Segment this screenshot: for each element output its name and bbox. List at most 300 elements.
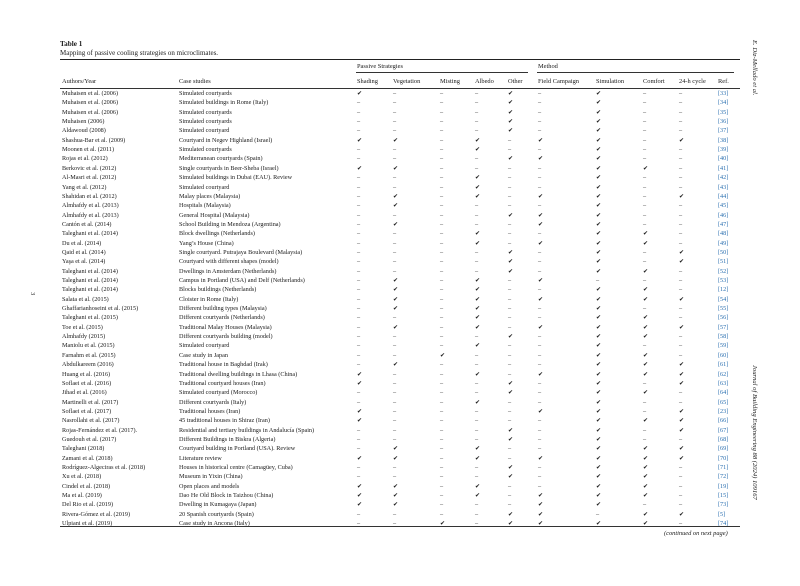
check-mark-simulation: ✔: [596, 370, 602, 378]
dash-mark-shading: –: [357, 146, 361, 154]
check-mark-simulation: ✔: [596, 127, 602, 135]
dash-mark-field-campaign: –: [538, 258, 542, 266]
case-study-cell: Blocks buildings (Netherlands): [179, 286, 257, 294]
case-study-cell: Simulated buildings in Rome (Italy): [179, 99, 269, 107]
case-study-cell: Literature review: [179, 454, 222, 462]
dash-mark-24h-cycle: –: [679, 202, 683, 210]
reference-link[interactable]: [61]: [718, 361, 729, 369]
dash-mark-comfort: –: [643, 90, 647, 97]
reference-link[interactable]: [71]: [718, 464, 729, 471]
dash-mark-field-campaign: –: [538, 164, 542, 172]
table-row: [0, 483, 800, 491]
dash-mark-24h-cycle: –: [679, 351, 683, 359]
reference-link[interactable]: [74]: [718, 520, 729, 528]
dash-mark-comfort: –: [643, 136, 647, 144]
dash-mark-albedo: –: [475, 520, 479, 528]
case-study-cell: 20 Spanish courtyards (Spain): [179, 510, 254, 518]
reference-link[interactable]: [62]: [718, 370, 729, 378]
dash-mark-field-campaign: –: [538, 482, 542, 490]
table-row: [0, 380, 800, 388]
check-mark-albedo: ✔: [475, 183, 481, 191]
dash-mark-comfort: –: [643, 248, 647, 256]
case-study-cell: Courtyard with different shapes (model): [179, 258, 279, 266]
dash-mark-comfort: –: [643, 118, 647, 126]
table-row: [0, 436, 800, 444]
check-mark-field-campaign: ✔: [538, 492, 544, 500]
dash-mark-misting: –: [440, 127, 444, 135]
check-mark-comfort: ✔: [643, 464, 649, 471]
table-row: [0, 268, 800, 276]
case-study-cell: 45 traditional houses in Shiraz (Iran): [179, 417, 270, 425]
check-mark-other: ✔: [508, 267, 514, 275]
column-header-authors-year: Authors/Year: [62, 78, 97, 85]
dash-mark-albedo: –: [475, 417, 479, 425]
reference-link[interactable]: [70]: [718, 454, 729, 462]
dash-mark-misting: –: [440, 370, 444, 378]
check-mark-other: ✔: [508, 464, 514, 471]
check-mark-other: ✔: [508, 473, 514, 481]
author-year-cell: Jihad et al. (2016): [62, 389, 107, 397]
check-mark-simulation: ✔: [596, 230, 602, 238]
dash-mark-albedo: –: [475, 127, 479, 135]
dash-mark-misting: –: [440, 342, 444, 350]
dash-mark-24h-cycle: –: [679, 277, 683, 284]
case-study-cell: Different building types (Malaysia): [179, 305, 267, 313]
check-mark-shading: ✔: [357, 90, 363, 97]
dash-mark-misting: –: [440, 407, 444, 415]
reference-link[interactable]: [38]: [718, 136, 729, 144]
author-year-cell: Soflaei et al. (2017): [62, 407, 112, 415]
reference-link[interactable]: [65]: [718, 398, 729, 406]
table-row: [0, 137, 800, 145]
dash-mark-misting: –: [440, 379, 444, 387]
case-study-cell: Traditional Malay Houses (Malaysia): [179, 323, 272, 331]
check-mark-comfort: ✔: [643, 351, 649, 359]
reference-link[interactable]: [58]: [718, 333, 729, 341]
table-row: [0, 249, 800, 257]
dash-mark-shading: –: [357, 202, 361, 210]
author-year-cell: Taleghani et al. (2015): [62, 314, 118, 322]
check-mark-vegetation: ✔: [393, 361, 399, 369]
dash-mark-other: –: [508, 492, 512, 500]
dash-mark-shading: –: [357, 361, 361, 369]
dash-mark-24h-cycle: –: [679, 501, 683, 509]
check-mark-simulation: ✔: [596, 398, 602, 406]
author-year-cell: Rodríguez-Algeciras et al. (2018): [62, 464, 146, 471]
check-mark-field-campaign: ✔: [538, 239, 544, 247]
author-year-cell: Almhafdy et al. (2013): [62, 202, 119, 210]
dash-mark-misting: –: [440, 333, 444, 341]
dash-mark-vegetation: –: [393, 239, 397, 247]
check-mark-simulation: ✔: [596, 155, 602, 163]
table-row: [0, 127, 800, 135]
dash-mark-shading: –: [357, 398, 361, 406]
reference-link[interactable]: [37]: [718, 127, 729, 135]
reference-link[interactable]: [42]: [718, 174, 729, 182]
dash-mark-24h-cycle: –: [679, 286, 683, 294]
check-mark-simulation: ✔: [596, 426, 602, 434]
case-study-cell: Simulated courtyard: [179, 183, 230, 191]
column-header-vegetation: Vegetation: [393, 78, 421, 85]
check-mark-simulation: ✔: [596, 389, 602, 397]
reference-link[interactable]: [68]: [718, 435, 729, 443]
check-mark-comfort: ✔: [643, 445, 649, 453]
check-mark-24h-cycle: ✔: [679, 417, 685, 425]
dash-mark-24h-cycle: –: [679, 473, 683, 481]
check-mark-albedo: ✔: [475, 192, 481, 200]
table-row: [0, 221, 800, 229]
dash-mark-comfort: –: [643, 155, 647, 163]
check-mark-other: ✔: [508, 379, 514, 387]
reference-link[interactable]: [72]: [718, 473, 729, 481]
reference-link[interactable]: [50]: [718, 248, 729, 256]
reference-link[interactable]: [64]: [718, 389, 729, 397]
check-mark-field-campaign: ✔: [538, 501, 544, 509]
reference-link[interactable]: [52]: [718, 267, 729, 275]
author-year-cell: Rojas-Fernández et al. (2017).: [62, 426, 138, 434]
dash-mark-comfort: –: [643, 127, 647, 135]
check-mark-simulation: ✔: [596, 99, 602, 107]
check-mark-comfort: ✔: [643, 239, 649, 247]
dash-mark-misting: –: [440, 192, 444, 200]
author-year-cell: Berkovic et al. (2012): [62, 164, 117, 172]
reference-link[interactable]: [59]: [718, 342, 729, 350]
author-year-cell: Shahidan et al. (2012): [62, 192, 117, 200]
group-underline-method: [537, 72, 734, 73]
reference-link[interactable]: [56]: [718, 314, 729, 322]
check-mark-albedo: ✔: [475, 277, 481, 284]
author-year-cell: Moonen et al. (2011): [62, 146, 115, 154]
check-mark-simulation: ✔: [596, 342, 602, 350]
reference-link[interactable]: [35]: [718, 108, 729, 116]
reference-link[interactable]: [40]: [718, 155, 729, 163]
dash-mark-misting: –: [440, 267, 444, 275]
reference-link[interactable]: [46]: [718, 211, 729, 219]
author-year-cell: Huang et al. (2016): [62, 370, 111, 378]
dash-mark-misting: –: [440, 473, 444, 481]
author-year-cell: Toe et al. (2015): [62, 323, 103, 331]
author-year-cell: Ma et al. (2019): [62, 492, 102, 500]
reference-link[interactable]: [47]: [718, 220, 729, 228]
dash-mark-24h-cycle: –: [679, 435, 683, 443]
reference-link[interactable]: [63]: [718, 379, 729, 387]
check-mark-24h-cycle: ✔: [679, 295, 685, 303]
reference-link[interactable]: [54]: [718, 295, 729, 303]
case-study-cell: Simulated courtyard (Morocco): [179, 389, 258, 397]
check-mark-simulation: ✔: [596, 220, 602, 228]
dash-mark-albedo: –: [475, 501, 479, 509]
reference-link[interactable]: [49]: [718, 239, 729, 247]
dash-mark-shading: –: [357, 389, 361, 397]
check-mark-simulation: ✔: [596, 267, 602, 275]
author-year-cell: Zamani et al. (2018): [62, 454, 113, 462]
running-head-authors: E. Diz-Mellado et al.: [751, 40, 758, 96]
check-mark-other: ✔: [508, 248, 514, 256]
reference-link[interactable]: [51]: [718, 258, 729, 266]
dash-mark-misting: –: [440, 248, 444, 256]
reference-link[interactable]: [67]: [718, 426, 729, 434]
author-year-cell: Muhaisen et al. (2006): [62, 99, 119, 107]
dash-mark-field-campaign: –: [538, 445, 542, 453]
dash-mark-field-campaign: –: [538, 435, 542, 443]
column-header-comfort: Comfort: [643, 78, 665, 85]
dash-mark-misting: –: [440, 136, 444, 144]
dash-mark-shading: –: [357, 445, 361, 453]
reference-link[interactable]: [43]: [718, 183, 729, 191]
reference-link[interactable]: [45]: [718, 202, 729, 210]
dash-mark-24h-cycle: –: [679, 482, 683, 490]
reference-link[interactable]: [36]: [718, 118, 729, 126]
check-mark-albedo: ✔: [475, 314, 481, 322]
table-row: [0, 371, 800, 379]
dash-mark-albedo: –: [475, 267, 479, 275]
check-mark-simulation: ✔: [596, 146, 602, 154]
case-study-cell: Simulated courtyard: [179, 127, 230, 135]
dash-mark-other: –: [508, 342, 512, 350]
reference-link[interactable]: [33]: [718, 90, 729, 97]
dash-mark-field-campaign: –: [538, 267, 542, 275]
case-study-cell: Single courtyard. Putrajaya Boulevard (Malaysia): [179, 248, 303, 256]
dash-mark-vegetation: –: [393, 267, 397, 275]
check-mark-comfort: ✔: [643, 473, 649, 481]
table-row: [0, 399, 800, 407]
reference-link[interactable]: [34]: [718, 99, 729, 107]
case-study-cell: Yang’s House (China): [179, 239, 234, 247]
dash-mark-shading: –: [357, 183, 361, 191]
case-study-cell: Mediterranean courtyards (Spain): [179, 155, 263, 163]
table-row: [0, 389, 800, 397]
dash-mark-albedo: –: [475, 510, 479, 518]
dash-mark-simulation: –: [596, 277, 600, 284]
group-header-passive-strategies: Passive Strategies: [357, 63, 403, 70]
column-header-case-studies: Case studies: [179, 78, 211, 85]
dash-mark-misting: –: [440, 464, 444, 471]
dash-mark-misting: –: [440, 417, 444, 425]
dash-mark-albedo: –: [475, 379, 479, 387]
check-mark-field-campaign: ✔: [538, 192, 544, 200]
check-mark-24h-cycle: ✔: [679, 407, 685, 415]
check-mark-albedo: ✔: [475, 445, 481, 453]
check-mark-other: ✔: [508, 155, 514, 163]
dash-mark-comfort: –: [643, 435, 647, 443]
check-mark-albedo: ✔: [475, 136, 481, 144]
dash-mark-vegetation: –: [393, 370, 397, 378]
group-header-method: Method: [538, 63, 558, 70]
case-study-cell: Courtyard building in Portland (USA). Review: [179, 445, 296, 453]
reference-link[interactable]: [15]: [718, 492, 729, 500]
dash-mark-shading: –: [357, 520, 361, 528]
dash-mark-field-campaign: –: [538, 333, 542, 341]
table-row: [0, 352, 800, 360]
check-mark-24h-cycle: ✔: [679, 454, 685, 462]
check-mark-comfort: ✔: [643, 482, 649, 490]
reference-link[interactable]: [39]: [718, 146, 729, 154]
check-mark-albedo: ✔: [475, 454, 481, 462]
dash-mark-field-campaign: –: [538, 108, 542, 116]
dash-mark-shading: –: [357, 118, 361, 126]
dash-mark-shading: –: [357, 351, 361, 359]
column-header-other: Other: [508, 78, 523, 85]
author-year-cell: Xu et al. (2018): [62, 473, 102, 481]
check-mark-24h-cycle: ✔: [679, 248, 685, 256]
reference-link[interactable]: [5]: [718, 510, 726, 518]
dash-mark-albedo: –: [475, 211, 479, 219]
reference-link[interactable]: [12]: [718, 286, 729, 294]
case-study-cell: Simulated courtyard: [179, 342, 230, 350]
reference-link[interactable]: [19]: [718, 482, 729, 490]
check-mark-field-campaign: ✔: [538, 220, 544, 228]
check-mark-simulation: ✔: [596, 520, 602, 528]
check-mark-other: ✔: [508, 211, 514, 219]
dash-mark-field-campaign: –: [538, 389, 542, 397]
dash-mark-vegetation: –: [393, 146, 397, 154]
reference-link[interactable]: [41]: [718, 164, 729, 172]
dash-mark-misting: –: [440, 323, 444, 331]
check-mark-other: ✔: [508, 99, 514, 107]
check-mark-simulation: ✔: [596, 464, 602, 471]
dash-mark-other: –: [508, 314, 512, 322]
dash-mark-24h-cycle: –: [679, 174, 683, 182]
table-row: [0, 193, 800, 201]
dash-mark-shading: –: [357, 295, 361, 303]
dash-mark-vegetation: –: [393, 333, 397, 341]
check-mark-vegetation: ✔: [393, 202, 399, 210]
reference-link[interactable]: [66]: [718, 417, 729, 425]
reference-link[interactable]: [53]: [718, 277, 729, 284]
column-header-24h-cycle: 24-h cycle: [679, 78, 706, 85]
check-mark-other: ✔: [508, 108, 514, 116]
check-mark-24h-cycle: ✔: [679, 192, 685, 200]
reference-link[interactable]: [23]: [718, 407, 729, 415]
dash-mark-24h-cycle: –: [679, 492, 683, 500]
dash-mark-24h-cycle: –: [679, 220, 683, 228]
check-mark-24h-cycle: ✔: [679, 323, 685, 331]
case-study-cell: Single courtyards in Beer-Sheba (Israel): [179, 164, 279, 172]
check-mark-shading: ✔: [357, 407, 363, 415]
case-study-cell: Hospitals (Malaysia): [179, 202, 231, 210]
reference-link[interactable]: [69]: [718, 445, 729, 453]
table-row: [0, 501, 800, 509]
table-row: [0, 296, 800, 304]
check-mark-comfort: ✔: [643, 333, 649, 341]
dash-mark-other: –: [508, 501, 512, 509]
dash-mark-other: –: [508, 192, 512, 200]
dash-mark-misting: –: [440, 220, 444, 228]
reference-link[interactable]: [60]: [718, 351, 729, 359]
table-bottom-rule: [60, 526, 740, 527]
table-row: [0, 109, 800, 117]
author-year-cell: Ulpiani et al. (2019): [62, 520, 113, 528]
table-row: [0, 202, 800, 210]
author-year-cell: Aldawoud (2008): [62, 127, 106, 135]
check-mark-field-campaign: ✔: [538, 155, 544, 163]
dash-mark-misting: –: [440, 174, 444, 182]
check-mark-simulation: ✔: [596, 417, 602, 425]
dash-mark-24h-cycle: –: [679, 118, 683, 126]
check-mark-other: ✔: [508, 389, 514, 397]
dash-mark-albedo: –: [475, 118, 479, 126]
dash-mark-24h-cycle: –: [679, 333, 683, 341]
table-row: [0, 286, 800, 294]
check-mark-comfort: ✔: [643, 230, 649, 238]
check-mark-simulation: ✔: [596, 202, 602, 210]
author-year-cell: Guedouh et al. (2017): [62, 435, 117, 443]
dash-mark-field-campaign: –: [538, 305, 542, 313]
author-year-cell: Cindel et al. (2018): [62, 482, 111, 490]
dash-mark-shading: –: [357, 239, 361, 247]
check-mark-comfort: ✔: [643, 510, 649, 518]
dash-mark-24h-cycle: –: [679, 342, 683, 350]
dash-mark-field-campaign: –: [538, 473, 542, 481]
author-year-cell: Rivera-Gómez et al. (2019): [62, 510, 131, 518]
dash-mark-vegetation: –: [393, 435, 397, 443]
table-row: [0, 305, 800, 313]
dash-mark-misting: –: [440, 202, 444, 210]
table-row: [0, 408, 800, 416]
dash-mark-shading: –: [357, 323, 361, 331]
author-year-cell: Nasrollahi et al. (2017): [62, 417, 120, 425]
reference-link[interactable]: [44]: [718, 192, 729, 200]
dash-mark-comfort: –: [643, 277, 647, 284]
dash-mark-other: –: [508, 323, 512, 331]
check-mark-simulation: ✔: [596, 183, 602, 191]
dash-mark-other: –: [508, 454, 512, 462]
author-year-cell: Muhaisen et al. (2006): [62, 108, 119, 116]
check-mark-other: ✔: [508, 426, 514, 434]
check-mark-vegetation: ✔: [393, 501, 399, 509]
reference-link[interactable]: [55]: [718, 305, 729, 313]
reference-link[interactable]: [73]: [718, 501, 729, 509]
check-mark-vegetation: ✔: [393, 136, 399, 144]
case-study-cell: Campus in Portland (USA) and Delf (Netherlands): [179, 277, 305, 284]
check-mark-other: ✔: [508, 333, 514, 341]
dash-mark-vegetation: –: [393, 379, 397, 387]
check-mark-comfort: ✔: [643, 361, 649, 369]
dash-mark-albedo: –: [475, 258, 479, 266]
dash-mark-misting: –: [440, 146, 444, 154]
check-mark-vegetation: ✔: [393, 277, 399, 284]
author-year-cell: Almhafdy et al. (2013): [62, 211, 119, 219]
check-mark-vegetation: ✔: [393, 164, 399, 172]
dash-mark-albedo: –: [475, 202, 479, 210]
check-mark-24h-cycle: ✔: [679, 361, 685, 369]
check-mark-albedo: ✔: [475, 174, 481, 182]
dash-mark-albedo: –: [475, 361, 479, 369]
case-study-cell: Block dwellings (Netherlands): [179, 230, 255, 238]
check-mark-simulation: ✔: [596, 174, 602, 182]
table-row: [0, 146, 800, 154]
dash-mark-other: –: [508, 361, 512, 369]
author-year-cell: Salata et al. (2015): [62, 295, 109, 303]
case-study-cell: School Building in Mendoza (Argentina): [179, 220, 281, 228]
dash-mark-24h-cycle: –: [679, 305, 683, 313]
column-header-misting: Misting: [440, 78, 460, 85]
dash-mark-vegetation: –: [393, 248, 397, 256]
check-mark-other: ✔: [508, 435, 514, 443]
reference-link[interactable]: [57]: [718, 323, 729, 331]
table-row: [0, 324, 800, 332]
reference-link[interactable]: [48]: [718, 230, 729, 238]
check-mark-albedo: ✔: [475, 342, 481, 350]
dash-mark-misting: –: [440, 155, 444, 163]
column-header-shading: Shading: [357, 78, 378, 85]
dash-mark-other: –: [508, 230, 512, 238]
check-mark-comfort: ✔: [643, 267, 649, 275]
check-mark-field-campaign: ✔: [538, 520, 544, 528]
dash-mark-field-campaign: –: [538, 202, 542, 210]
dash-mark-albedo: –: [475, 389, 479, 397]
check-mark-vegetation: ✔: [393, 445, 399, 453]
